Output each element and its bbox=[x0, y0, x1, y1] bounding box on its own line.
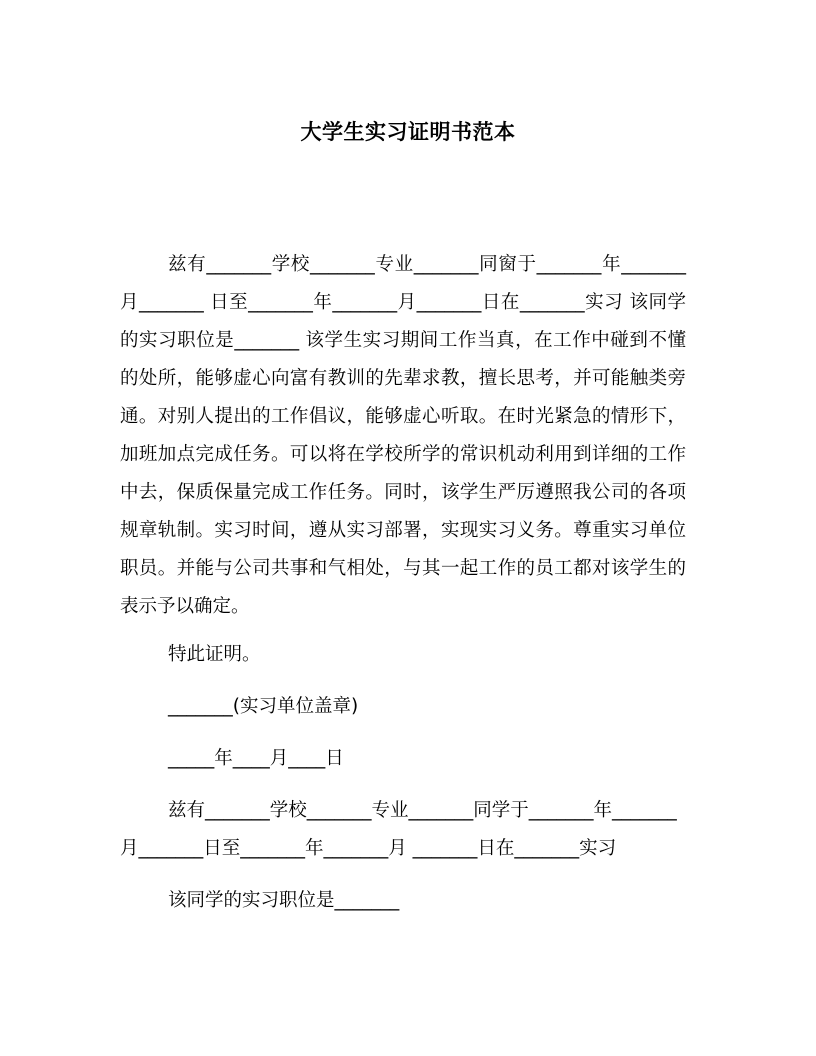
document-body bbox=[120, 246, 686, 920]
document-title: 大学生实习证明书范本 bbox=[300, 120, 516, 144]
position-line: 该同学的实习职位是_______ bbox=[168, 890, 400, 911]
seal-line: _______(实习单位盖章) bbox=[168, 696, 359, 717]
second-certificate-paragraph: 兹有_______学校_______专业_______同学于_______年_______月_______日至_______年_______月 _______日在_______实习 bbox=[120, 800, 677, 859]
certify-line: 特此证明。 bbox=[168, 644, 261, 665]
date-line: _____年____月____日 bbox=[168, 748, 344, 769]
certificate-paragraph: 兹有_______学校_______专业_______同窗于_______年_______月_______ 日至_______年_______月_______日在_______实习 该同学的实习职位是_______ 该学生实习期间工作当真，在工作中碰到不懂的处所，能够虚心向富有教训的先辈求教，擅长思考，并可能触类旁通。对别人提出的工作倡议，能够虚心听取。在时光紧急的情形下，加班加点完成任务。可以将在学校所学的常识机动利用到详细的工作中去，保质保量完成工作任务。同时，该学生严厉遵照我公司的各项规章轨制。实习时间，遵从实习部署，实现实习义务。尊重实习单位职员。并能与公司共事和气相处，与其一起工作的员工都对该学生的表示予以确定。 bbox=[120, 254, 686, 617]
